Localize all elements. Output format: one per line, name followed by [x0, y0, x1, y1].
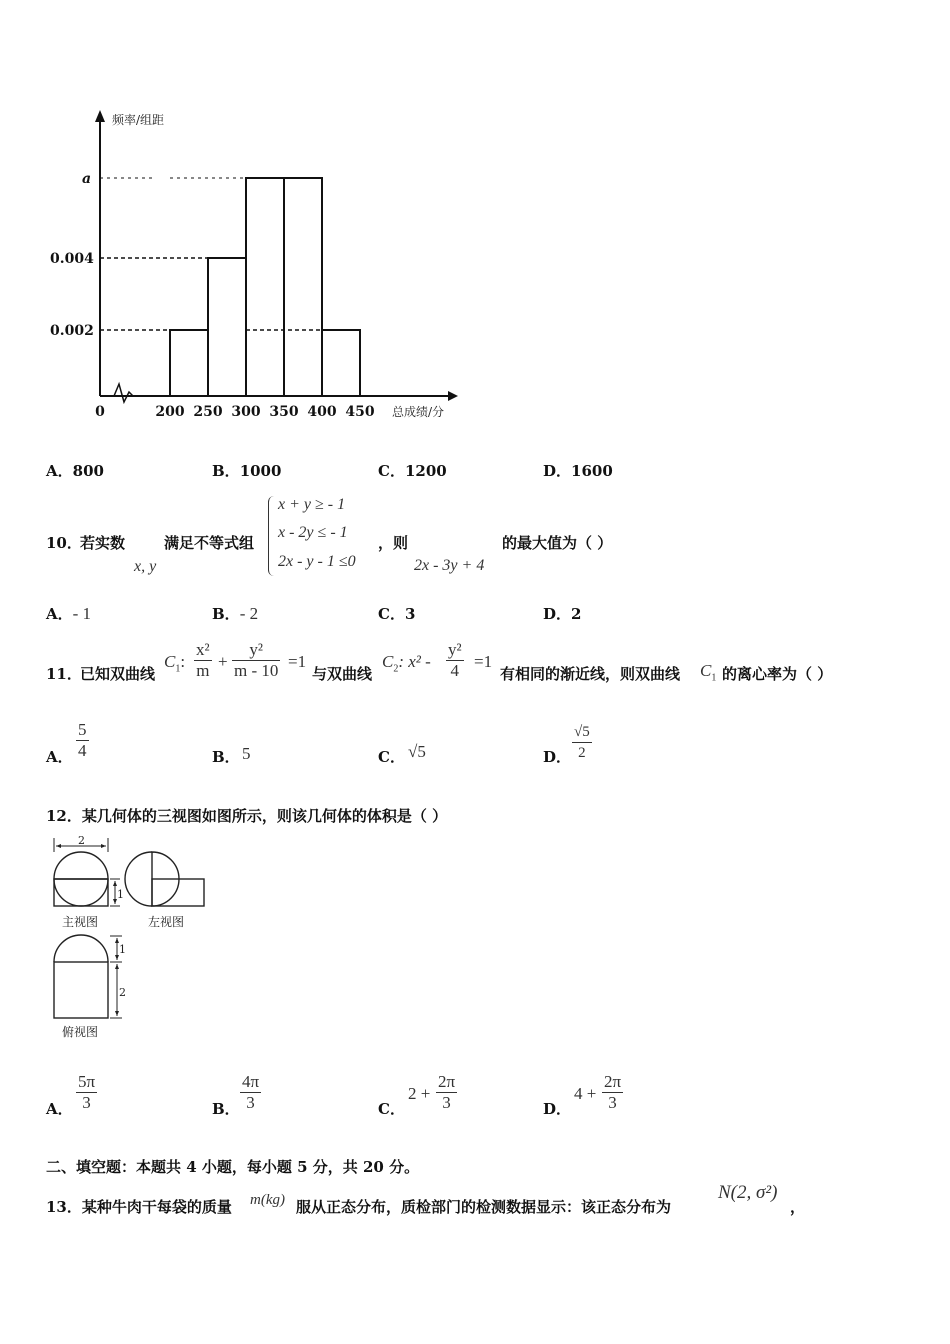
q11-c1-inline: $C_1$ [700, 661, 717, 684]
q10-brace [268, 496, 275, 576]
front-view-label: 主视图 [62, 915, 99, 929]
q10-option-a: A．- 1 [46, 604, 92, 623]
histogram-bar [246, 178, 284, 396]
q10-ineq3: 2x - y - 1 ≤0 [278, 553, 356, 570]
x-tick-label: 300 [231, 404, 261, 420]
y-axis-label: 频率/组距 [112, 113, 165, 127]
y-tick-label: a [82, 171, 92, 187]
y-tick-label: 0.002 [50, 323, 94, 339]
y-axis-arrow [95, 110, 105, 122]
q11-frac2: y² m - 10 [234, 640, 279, 680]
q13-dist: N(2, σ²) [718, 1182, 778, 1203]
q10-text3: ，则 [378, 534, 409, 552]
x-tick-label: 450 [345, 404, 375, 420]
q11-option-b-letter: B． [212, 748, 240, 766]
q11-eq2: =1 [474, 652, 493, 671]
top-view [54, 935, 122, 1018]
q11-text2: 与双曲线 [312, 665, 373, 683]
histogram-bar [170, 330, 208, 396]
q13-text3: ， [790, 1198, 806, 1216]
top-view-label: 俯视图 [62, 1025, 99, 1039]
left-view-label: 左视图 [148, 915, 185, 929]
x-axis-arrow [448, 391, 458, 401]
x-tick-label: 0 [95, 404, 105, 420]
q12-option-c-pre: 2 + [408, 1084, 431, 1103]
front-view [54, 838, 120, 906]
q11-text4: 的离心率为（ ） [722, 665, 833, 683]
q10-ineq2: x - 2y ≤ - 1 [278, 524, 348, 541]
histogram-chart [40, 100, 480, 430]
histogram-bar [284, 178, 322, 396]
q10-vars: x, y [134, 558, 157, 575]
q12-option-d-frac: 2π 3 [604, 1072, 622, 1112]
q11-c2: $C_2$: x² - [382, 652, 431, 675]
x-tick-label: 250 [193, 404, 223, 420]
q11-option-a-frac: 5 4 [78, 720, 87, 760]
x-tick-label: 400 [307, 404, 337, 420]
q11-number: 11． [46, 665, 82, 683]
front-dim-2: 2 [78, 834, 85, 847]
q10-text1: 若实数 [80, 534, 126, 552]
axis-break [114, 384, 133, 402]
histogram-bar [322, 330, 360, 396]
q11-option-b-value: 5 [242, 744, 251, 763]
q12-option-a-frac: 5π 3 [78, 1072, 96, 1112]
top-dim-1: 1 [119, 943, 126, 956]
q10-number: 10． [46, 534, 82, 552]
q10-expr: 2x - 3y + 4 [414, 557, 485, 574]
q11-option-d-frac: √5 2 [574, 724, 590, 761]
q9-option-d: D．1600 [543, 462, 613, 480]
q10-option-c: C．3 [378, 605, 416, 623]
q11-option-a-letter: A． [46, 748, 73, 766]
section-2-heading: 二、填空题：本题共 4 小题，每小题 5 分，共 20 分。 [46, 1158, 420, 1176]
q12-option-d-letter: D． [543, 1100, 572, 1118]
q10-option-d: D．2 [543, 605, 582, 623]
top-dim-2: 2 [119, 986, 126, 999]
left-view [125, 852, 204, 906]
q11-c1: $C_1$: [164, 652, 186, 675]
q11-frac3: y² 4 [448, 640, 462, 680]
q9-option-a: A．800 [46, 462, 104, 480]
q12-title: 12．某几何体的三视图如图所示，则该几何体的体积是（ ） [46, 807, 448, 825]
q13-text2: 服从正态分布，质检部门的检测数据显示：该正态分布为 [296, 1198, 672, 1216]
q9-option-b: B．1000 [212, 462, 282, 480]
q12-option-a-letter: A． [46, 1100, 73, 1118]
q11-frac1: x² m [196, 640, 210, 680]
q11-option-c-value: √5 [408, 742, 426, 761]
q11-eq1: =1 [288, 652, 307, 671]
q10-option-b: B．- 2 [212, 604, 259, 623]
q12-option-d-pre: 4 + [574, 1084, 597, 1103]
q10-ineq1: x + y ≥ - 1 [278, 496, 346, 513]
q12-option-c-frac: 2π 3 [438, 1072, 456, 1112]
x-tick-label: 200 [155, 404, 185, 420]
q12-option-c-letter: C． [378, 1100, 405, 1118]
q11-option-c-letter: C． [378, 748, 405, 766]
q9-option-c: C．1200 [378, 462, 447, 480]
x-tick-label: 350 [269, 404, 299, 420]
q12-option-b-frac: 4π 3 [242, 1072, 260, 1112]
q12-option-b-letter: B． [212, 1100, 240, 1118]
x-axis-label: 总成绩/分 [392, 405, 445, 419]
q11-plus: + [218, 652, 228, 671]
front-dim-1: 1 [117, 888, 124, 901]
q10-text4: 的最大值为（ ） [502, 534, 613, 552]
q13-text1: 13．某种牛肉干每袋的质量 [46, 1198, 232, 1216]
three-view-figure [40, 832, 220, 1042]
q11-option-d-letter: D． [543, 748, 572, 766]
q11-text1: 已知双曲线 [80, 665, 156, 683]
q11-text3: 有相同的渐近线，则双曲线 [500, 665, 681, 683]
histogram-bar [208, 258, 246, 396]
q10-text2: 满足不等式组 [164, 534, 255, 552]
y-tick-label: 0.004 [50, 251, 94, 267]
q13-mass: m(kg) [250, 1192, 285, 1208]
